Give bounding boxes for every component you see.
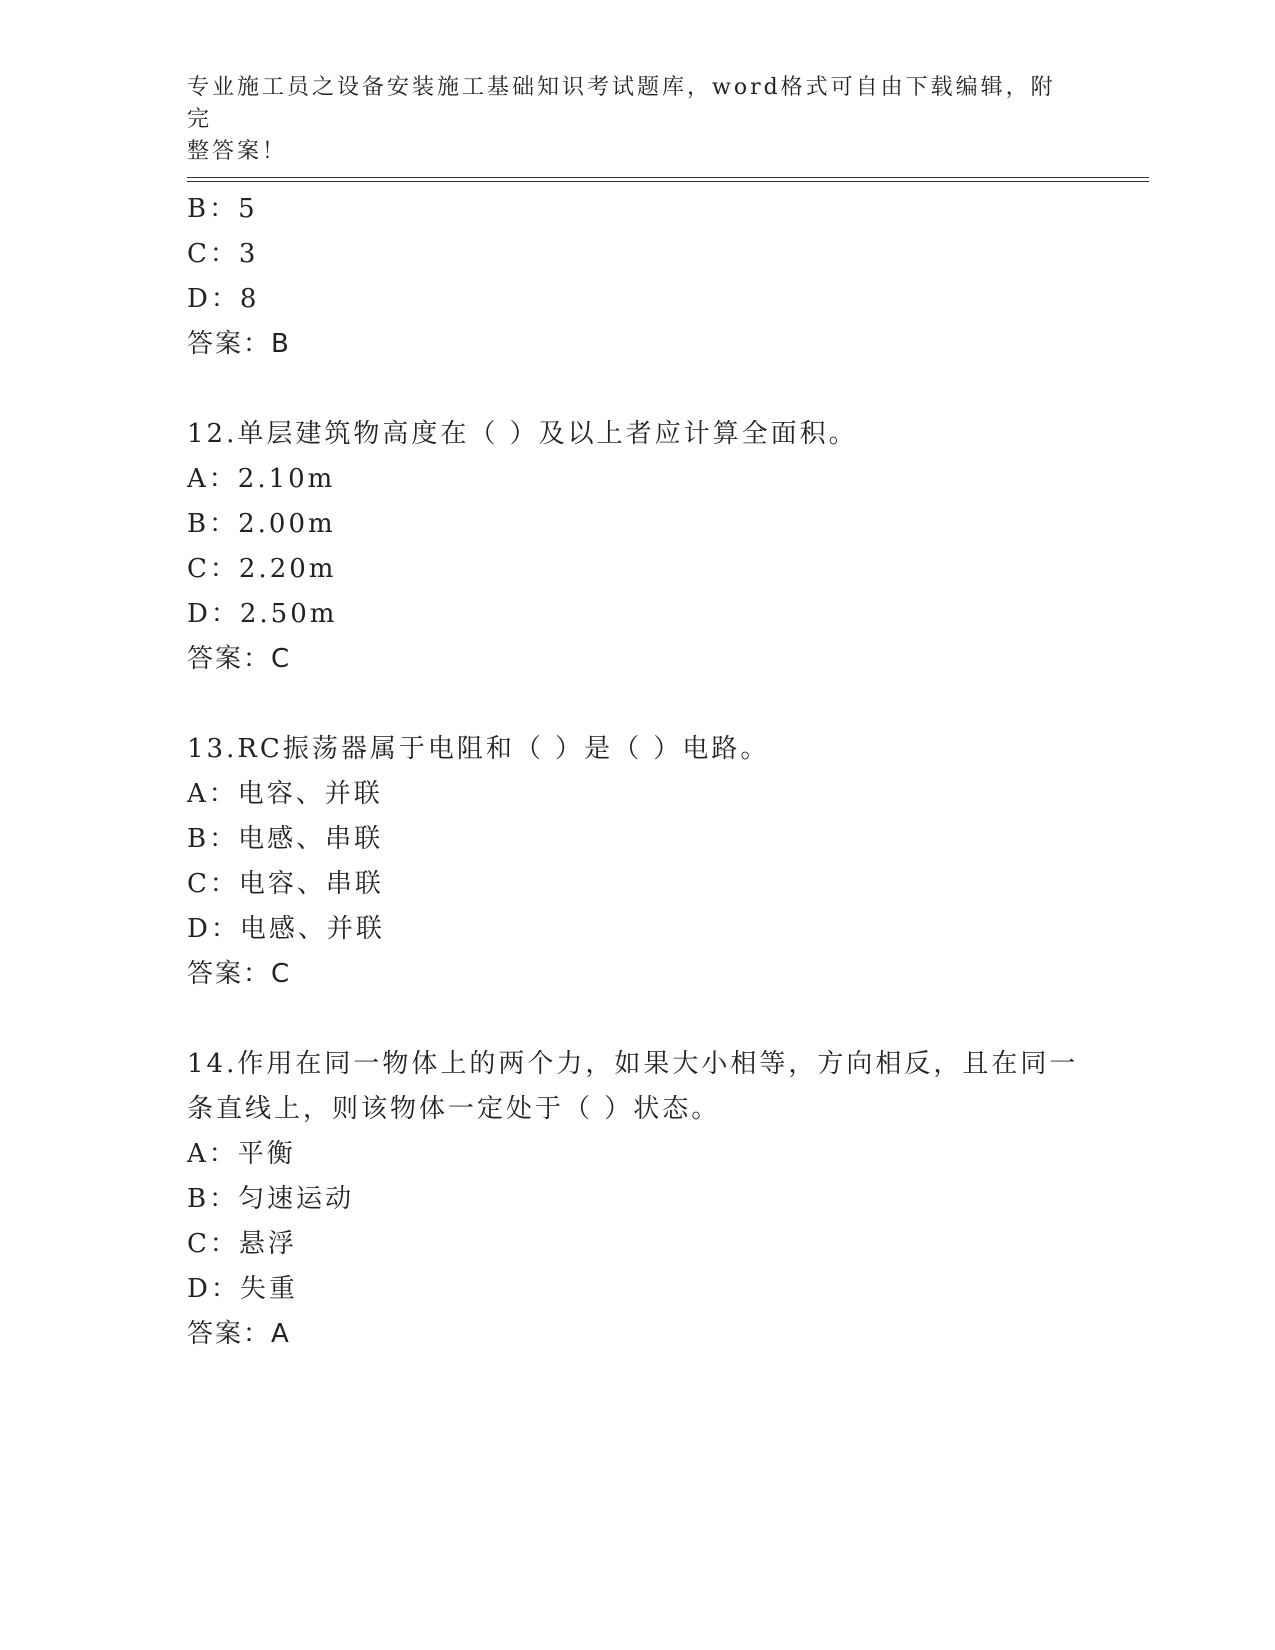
q13-option-c: C：电容、串联 (187, 869, 384, 899)
header-divider-top (187, 177, 1149, 178)
q13-option-b: B：电感、串联 (187, 824, 384, 854)
q11-option-b: B：5 (187, 194, 258, 224)
q13-answer: 答案：C (187, 959, 292, 989)
q11-answer: 答案：B (187, 329, 291, 359)
q12-stem: 12.单层建筑物高度在（ ）及以上者应计算全面积。 (187, 419, 858, 449)
q14-stem-line-1: 14.作用在同一物体上的两个力，如果大小相等，方向相反，且在同一 (187, 1049, 1079, 1079)
q11-option-c: C：3 (187, 239, 259, 269)
q14-answer: 答案：A (187, 1319, 291, 1349)
header-line-2: 整答案！ (187, 139, 288, 164)
q14-option-b: B：匀速运动 (187, 1184, 355, 1214)
header-divider-bottom (187, 181, 1149, 182)
q11-option-d: D：8 (187, 284, 260, 314)
q12-option-a: A：2.10m (187, 464, 336, 494)
q13-option-d: D：电感、并联 (187, 914, 385, 944)
header-line-1: 专业施工员之设备安装施工基础知识考试题库，word格式可自由下载编辑，附完 (187, 75, 1056, 132)
q13-stem: 13.RC振荡器属于电阻和（ ）是（ ）电路。 (187, 734, 770, 764)
q12-option-c: C：2.20m (187, 554, 337, 584)
q13-option-a: A：电容、并联 (187, 779, 383, 809)
q12-option-d: D：2.50m (187, 599, 338, 629)
document-header (187, 72, 1067, 168)
q14-stem-line-2: 条直线上，则该物体一定处于（ ）状态。 (187, 1094, 721, 1124)
q12-answer: 答案：C (187, 644, 292, 674)
q14-option-d: D：失重 (187, 1274, 298, 1304)
q14-option-c: C：悬浮 (187, 1229, 297, 1259)
q12-option-b: B：2.00m (187, 509, 336, 539)
q14-option-a: A：平衡 (187, 1139, 296, 1169)
